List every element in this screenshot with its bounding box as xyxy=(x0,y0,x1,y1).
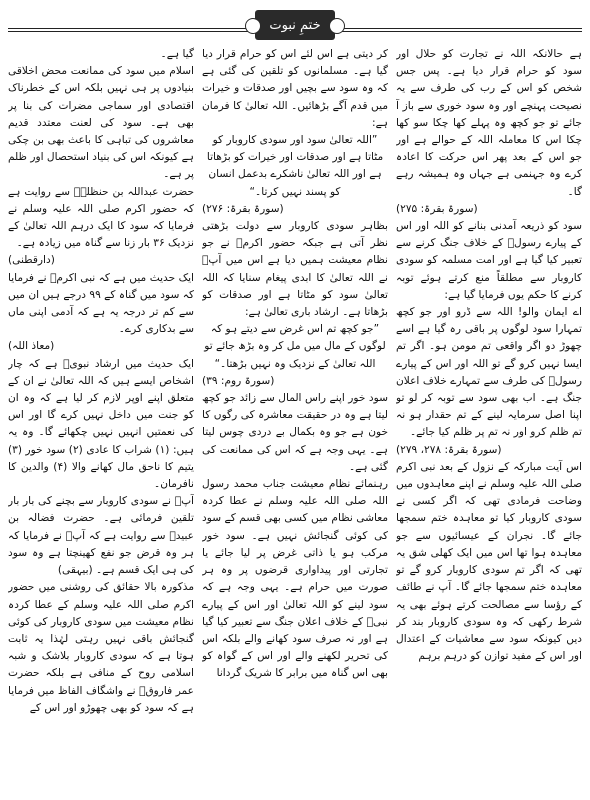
paragraph: ایک حدیث میں ہے کہ نبی اکرمؐ نے فرمایا کہ سود میں گناہ کے ۹۹ درجے ہیں ان میں سے کم تر درجہ یہ ہے کہ آدمی اپنی ماں سے بدکاری کرے۔ xyxy=(8,271,194,336)
section-title: ختمِ نبوت xyxy=(269,17,321,33)
citation: (معاذ اللہ) xyxy=(8,340,55,353)
paragraph: ہے حالانکہ اللہ نے تجارت کو حلال اور سود کو حرام قرار دیا ہے۔ پس جس شخص کو اس کے رب کی طرف سے یہ نصیحت پہنچے اور وہ سود خوری سے باز آ جائے تو جو کچھ وہ پہلے کھا چکا سو کھا چکا اس کا معاملہ اللہ کے حوالے ہے اور جو اس کے بعد پھر اس حرکت کا اعادہ کرے وہ جہنمی ہے جہاں وہ ہمیشہ رہے گا۔ xyxy=(396,48,582,198)
citation: (سورۃ بقرۃ: ۲۷۸، ۲۷۹) xyxy=(396,443,502,456)
paragraph: کر دیتی ہے اس لئے اس کو حرام قرار دیا گیا ہے۔ مسلمانوں کو تلقین کی گئی ہے کہ وہ سود سے بچیں اور صدقات و خیرات میں قدم آگے بڑھائیں۔ اللہ تعالیٰ کا فرمان ہے: xyxy=(202,48,388,129)
paragraph: گیا ہے۔ xyxy=(160,48,194,60)
column-middle xyxy=(202,46,388,796)
section-title-badge xyxy=(255,10,335,40)
paragraph: رہنمائے نظام معیشت جناب محمد رسول اللہ صلی اللہ علیہ وسلم نے عطا کردہ معاشی نظام میں کسی بھی قسم کے سود کی کوئی گنجائش نہیں ہے۔ سود خور مرکب ہو یا ذاتی غرض پر لیا جائے یا تجارتی اور پیداواری قرضوں پر وہ ہر صورت میں حرام ہے۔ یہی وجہ ہے کہ سود لینے کو اللہ تعالیٰ اور اس کے پیارے نبیؐ کے خلاف اعلان جنگ سے تعبیر کیا گیا ہے اور نہ صرف سود کھانے والے بلکہ اس کی تحریر لکھنے والے اور اس کے گواہ کو بھی اس گناہ میں برابر کا شریک گردانا xyxy=(202,478,388,680)
paragraph: بظاہر سودی کاروبار سے دولت بڑھتی نظر آتی ہے جبکہ حضور اکرمؐ نے جو نظام معیشت ہمیں دیا ہے اس میں آپؐ نے اللہ تعالیٰ کا ابدی پیغام سنایا کہ اللہ تعالیٰ سود کو مٹاتا ہے اور صدقات کو بڑھاتا ہے۔ ارشاد باری تعالیٰ ہے: xyxy=(202,220,388,319)
paragraph: اسلام میں سود کی ممانعت محض اخلاقی بنیادوں پر ہی نہیں بلکہ اس کے خطرناک اقتصادی اور سماجی مضرات کی بنا پر بھی ہے۔ سود کی لعنت معتدد قدیم معاشروں کی تباہی کا باعث بھی بن چکی ہے کیونکہ اس کی بنیاد استحصال اور ظلم پر ہے۔ xyxy=(8,65,194,181)
paragraph: سود کو ذریعہ آمدنی بنانے کو اللہ اور اس کے پیارے رسولؐ کے خلاف جنگ کرنے سے تعبیر کیا گیا ہے اور امت مسلمہ کو سودی کاروبار سے مطلقاً منع کرتے ہوئے توبہ کرنے کا حکم یوں فرمایا گیا ہے: xyxy=(396,220,582,301)
column-left xyxy=(8,46,194,796)
paragraph: آپؐ نے سودی کاروبار سے بچنے کی بار بار تلقین فرمائی ہے۔ حضرت فضالہ بن عبیدؓ سے روایت ہے کہ آپؐ نے فرمایا کہ ہر وہ قرض جو نفع کھینچتا ہے وہ سود کی ہی ایک قسم ہے۔ (بیہقی) xyxy=(8,495,194,577)
citation: (سورۃ بقرۃ: ۲۷۶) xyxy=(202,202,284,215)
citation: (سورۃ روم: ۳۹) xyxy=(202,374,275,387)
quote: ”جو کچھ تم اس غرض سے دیتے ہو کہ لوگوں کے مال میں مل کر وہ بڑھ جائے تو اللہ تعالیٰ کے نزدیک وہ نہیں بڑھتا۔“ xyxy=(204,323,386,370)
citation: (دارقطنی) xyxy=(8,254,55,267)
paragraph: اس آیت مبارکہ کے نزول کے بعد نبی اکرم صلی اللہ علیہ وسلم نے اپنے معاہدوں میں وضاحت فرمادی تھی کہ اگر کسی نے سودی کاروبار کیا تو معاہدہ ختم سمجھا جائے گا۔ نجران کے عیسائیوں سے جو معاہدہ ہوا تھا اس میں ایک کھلی شق یہ تھی کہ اگر تم سودی کاروبار کرو گے تو معاہدہ ختم سمجھا جائے گا۔ آپ نے طائف کے رؤسا سے مصالحت کرتے ہوئے بھی یہ شرط رکھی کہ وہ سودی کاروبار بند کر دیں کیونکہ سود سے معاشیات کے اعتدال اور اس کے مفید توازن کو درہم برہم xyxy=(396,460,582,663)
paragraph: حضرت عبداللہ بن حنظلہؓ سے روایت ہے کہ حضور اکرم صلی اللہ علیہ وسلم نے فرمایا کہ سود کا ایک درہم اللہ تعالیٰ کے نزدیک ۳۶ بار زنا سے گناہ میں زیادہ ہے۔ xyxy=(8,185,194,250)
text-columns xyxy=(8,46,582,796)
quote: ”اللہ تعالیٰ سود اور سودی کاروبار کو مٹاتا ہے اور صدقات اور خیرات کو بڑھاتا ہے اور اللہ تعالیٰ ناشکرے بدعمل انسان کو پسند نہیں کرتا۔“ xyxy=(206,134,384,198)
paragraph: اے ایمان والو! اللہ سے ڈرو اور جو کچھ تمہارا سود لوگوں پر باقی رہ گیا ہے اسے چھوڑ دو اگر واقعی تم مومن ہو۔ اگر تم ایسا نہیں کرو گے تو اللہ اور اس کے پیارے رسولؐ کی طرف سے تمہارے خلاف اعلان جنگ ہے۔ اب بھی سود سے توبہ کر لو تو اپنا اصل سرمایہ لینے کے تم حقدار ہو نہ تم ظلم کرو اور نہ تم پر ظلم کیا جائے۔ xyxy=(396,306,582,439)
column-right xyxy=(396,46,582,796)
citation: (سورۃ بقرۃ: ۲۷۵) xyxy=(396,202,478,215)
paragraph: ایک حدیث میں ارشاد نبویؐ ہے کہ چار اشخاص ایسے ہیں کہ اللہ تعالیٰ نے ان کے متعلق اپنے اوپر لازم کر لیا ہے کہ وہ ان کو جنت میں داخل نہیں کرے گا اور اس کی نعمتیں انہیں نہیں چکھائے گا۔ وہ یہ ہیں: (۱) شراب کا عادی (۲) سود خور (۳) یتیم کا ناحق مال کھانے والا (۴) والدین کا نافرمان۔ xyxy=(8,357,194,491)
paragraph: مذکورہ بالا حقائق کی روشنی میں حضور اکرم صلی اللہ علیہ وسلم کے عطا کردہ نظام معیشت میں سودی کاروبار کی کوئی گنجائش باقی نہیں رہتی لہٰذا یہ ثابت ہوتا ہے کہ سودی کاروبار بلاشک و شبہ اسلامی روح کے منافی ہے بلکہ حضرت عمر فاروقؓ نے واشگاف الفاظ میں فرمایا ہے کہ سود کو بھی چھوڑو اور اس کے xyxy=(8,581,194,714)
paragraph: سود خور اپنے راس المال سے زائد جو کچھ لیتا ہے وہ در حقیقت معاشرہ کی رگوں کا خون ہے جو وہ بکمال بے دردی چوس لیتا ہے۔ یہی وجہ ہے کہ اس کی ممانعت کی گئی ہے۔ xyxy=(202,392,388,473)
